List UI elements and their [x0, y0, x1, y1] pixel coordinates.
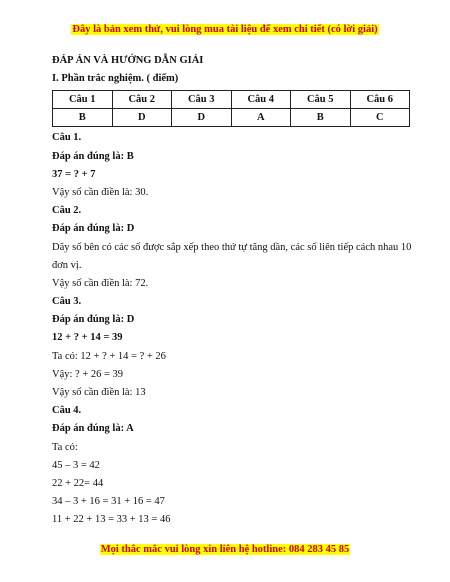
solution-heading-line: 12 + ? + 14 = 39 — [52, 332, 123, 344]
document-body — [52, 52, 412, 530]
solution-heading-line: Đáp án đúng là: D — [52, 223, 135, 235]
section-title: I. Phần trắc nghiệm. ( điểm) — [52, 73, 179, 85]
answer-table-header-row — [53, 91, 410, 109]
preview-notice-text: Đây là bản xem thử, vui lòng mua tài liệu để xem chi tiết (có lời giải) — [72, 24, 378, 35]
question-header: Câu 5 — [291, 91, 351, 109]
solution-text-line: 22 + 22= 44 — [52, 477, 104, 489]
solution-text-line: Dãy số bên có các số được sắp xếp theo thứ tự tăng dần, các số liên tiếp cách nhau 10 đơn vị. — [52, 241, 412, 271]
question-header: Câu 3 — [172, 91, 232, 109]
solution-heading-line: 37 = ? + 7 — [52, 168, 96, 180]
answer-cell: D — [112, 109, 172, 127]
solution-text-line: 34 – 3 + 16 = 31 + 16 = 47 — [52, 496, 165, 508]
solution-heading-line: Câu 2. — [52, 205, 82, 217]
answer-cell: B — [53, 109, 113, 127]
solution-heading-line: Đáp án đúng là: B — [52, 150, 134, 162]
solution-text-line: 11 + 22 + 13 = 33 + 13 = 46 — [52, 514, 171, 526]
solution-heading-line: Câu 3. — [52, 296, 82, 308]
solution-heading-line: Câu 4. — [52, 405, 82, 417]
solution-heading-line: Đáp án đúng là: D — [52, 314, 135, 326]
answers-heading: ĐÁP ÁN VÀ HƯỚNG DẪN GIẢI — [52, 55, 204, 66]
question-header: Câu 4 — [231, 91, 291, 109]
solution-text-line: Vậy số cần điền là: 13 — [52, 387, 146, 399]
solution-text-line: Vậy: ? + 26 = 39 — [52, 368, 124, 380]
solution-text-line: Vậy số cần điền là: 30. — [52, 186, 149, 198]
answer-cell: C — [350, 109, 410, 127]
solution-text-line: Ta có: 12 + ? + 14 = ? + 26 — [52, 350, 166, 362]
solution-heading-line: Câu 1. — [52, 132, 82, 144]
solution-text-line: 45 – 3 = 42 — [52, 459, 100, 471]
answer-cell: B — [291, 109, 351, 127]
answer-cell: A — [231, 109, 291, 127]
answer-cell: D — [172, 109, 232, 127]
question-header: Câu 1 — [53, 91, 113, 109]
preview-notice-banner — [0, 24, 450, 35]
question-header: Câu 2 — [112, 91, 172, 109]
solution-text-line: Ta có: — [52, 441, 78, 453]
solution-lines — [52, 129, 412, 529]
hotline-text: Mọi thắc mắc vui lòng xin liên hệ hotline: 084 283 45 85 — [100, 544, 350, 555]
hotline-banner — [0, 544, 450, 555]
solution-heading-line: Đáp án đúng là: A — [52, 423, 134, 435]
answer-table — [52, 90, 410, 127]
question-header: Câu 6 — [350, 91, 410, 109]
solution-text-line: Vậy số cần điền là: 72. — [52, 277, 149, 289]
answer-table-answer-row — [53, 109, 410, 127]
